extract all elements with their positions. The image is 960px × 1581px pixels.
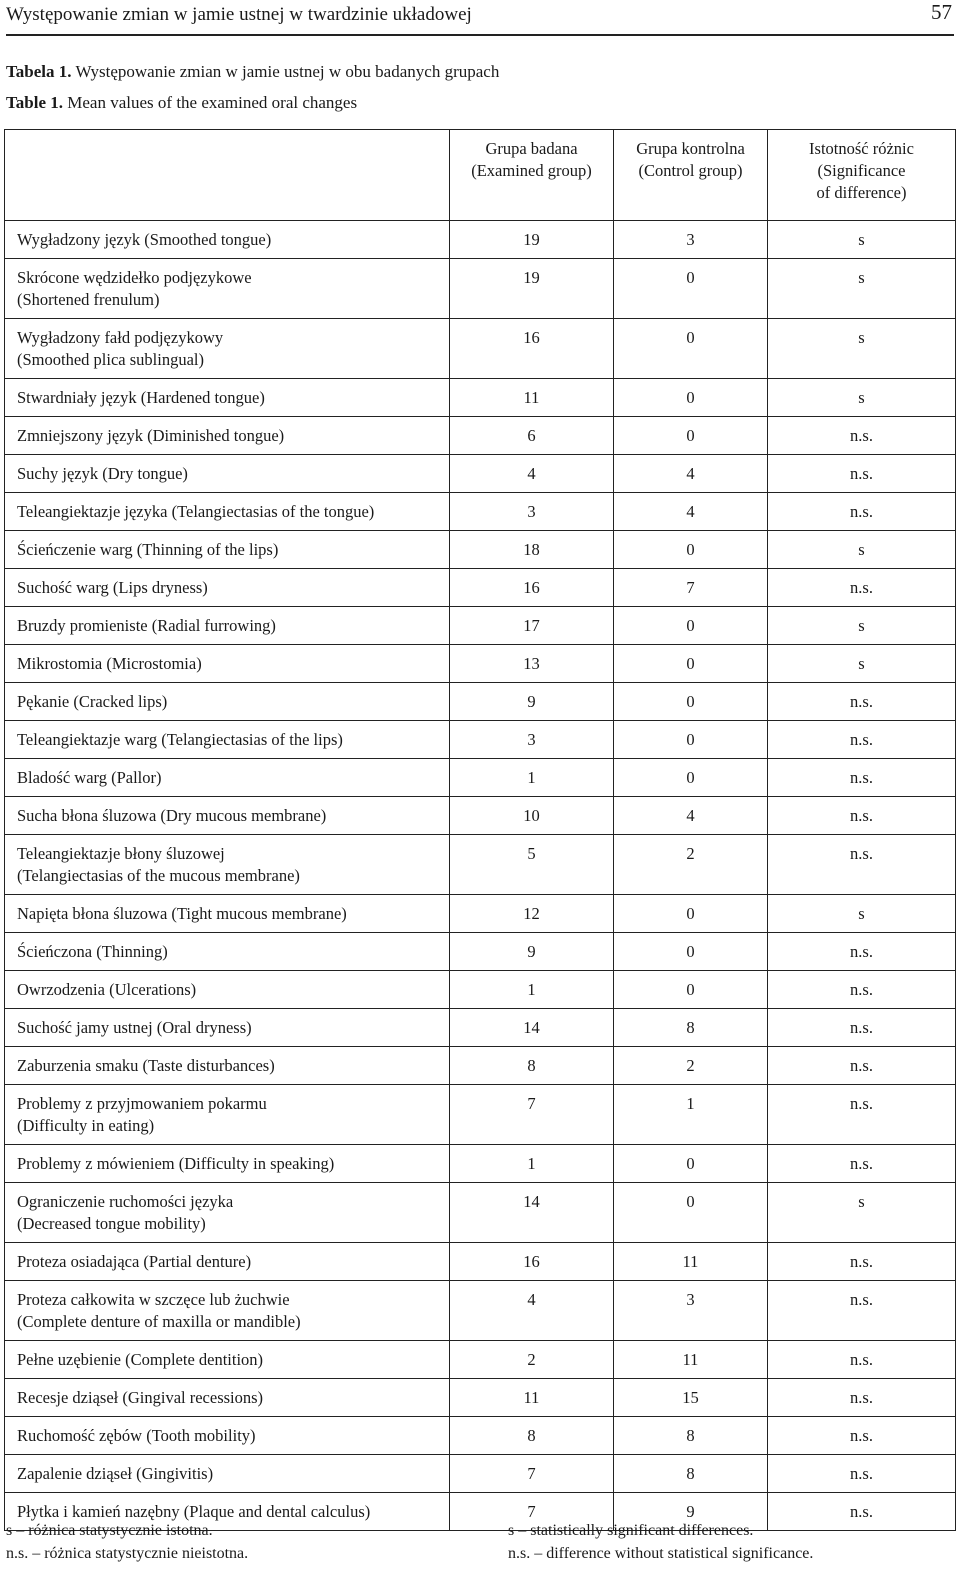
row-label-cell xyxy=(5,1243,450,1281)
significance-cell: s xyxy=(768,607,956,645)
significance-cell: n.s. xyxy=(768,835,956,895)
examined-count-cell: 14 xyxy=(450,1183,614,1243)
examined-count-cell: 7 xyxy=(450,1493,614,1531)
control-count-cell: 0 xyxy=(614,1183,768,1243)
row-label: Pełne uzębienie (Complete dentition) xyxy=(17,1350,264,1369)
row-label-cell xyxy=(5,1281,450,1341)
significance-cell: s xyxy=(768,895,956,933)
row-label: Teleangiektazje języka (Telangiectasias of the tongue) xyxy=(17,502,375,521)
header-examined-group xyxy=(450,130,614,221)
table-caption-pl xyxy=(6,62,499,82)
table-row xyxy=(5,221,956,259)
control-count-cell: 8 xyxy=(614,1455,768,1493)
running-title: Występowanie zmian w jamie ustnej w twardzinie układowej xyxy=(6,4,472,25)
footnotes-pl xyxy=(6,1519,248,1565)
table-body xyxy=(5,221,956,1531)
control-count-cell: 4 xyxy=(614,455,768,493)
significance-cell: s xyxy=(768,221,956,259)
control-count-cell: 15 xyxy=(614,1379,768,1417)
footnote-ns-pl: n.s. – różnica statystycznie nieistotna. xyxy=(6,1545,249,1562)
row-label-cell xyxy=(5,319,450,379)
row-label: (Telangiectasias of the mucous membrane) xyxy=(17,866,300,885)
significance-cell: s xyxy=(768,1183,956,1243)
table-row xyxy=(5,417,956,455)
row-label-cell xyxy=(5,971,450,1009)
row-label-cell xyxy=(5,259,450,319)
row-label-cell xyxy=(5,759,450,797)
significance-cell: n.s. xyxy=(768,1455,956,1493)
examined-count-cell: 12 xyxy=(450,895,614,933)
row-label: Proteza całkowita w szczęce lub żuchwie xyxy=(17,1290,290,1309)
control-count-cell: 0 xyxy=(614,721,768,759)
table-row xyxy=(5,1243,956,1281)
table-caption-en xyxy=(6,93,357,113)
significance-cell: n.s. xyxy=(768,1281,956,1341)
row-label-cell xyxy=(5,645,450,683)
table-row xyxy=(5,1281,956,1341)
control-count-cell: 0 xyxy=(614,645,768,683)
examined-count-cell: 11 xyxy=(450,379,614,417)
significance-cell: n.s. xyxy=(768,493,956,531)
row-label: Proteza osiadająca (Partial denture) xyxy=(17,1252,252,1271)
significance-cell: n.s. xyxy=(768,1009,956,1047)
control-count-cell: 4 xyxy=(614,493,768,531)
control-count-cell: 1 xyxy=(614,1085,768,1145)
examined-count-cell: 18 xyxy=(450,531,614,569)
significance-cell: n.s. xyxy=(768,683,956,721)
examined-count-cell: 16 xyxy=(450,569,614,607)
control-count-cell: 3 xyxy=(614,1281,768,1341)
control-count-cell: 0 xyxy=(614,895,768,933)
examined-count-cell: 2 xyxy=(450,1341,614,1379)
row-label-cell xyxy=(5,1047,450,1085)
caption-label-en: Table 1. xyxy=(6,93,64,112)
significance-cell: s xyxy=(768,319,956,379)
row-label: (Difficulty in eating) xyxy=(17,1116,155,1135)
row-label: (Shortened frenulum) xyxy=(17,290,160,309)
row-label: Wygładzony język (Smoothed tongue) xyxy=(17,230,272,249)
significance-cell: n.s. xyxy=(768,759,956,797)
examined-count-cell: 10 xyxy=(450,797,614,835)
row-label: Teleangiektazje warg (Telangiectasias of the lips) xyxy=(17,730,343,749)
row-label: Bladość warg (Pallor) xyxy=(17,768,162,787)
header-control-line: Grupa kontrolna xyxy=(636,139,745,158)
examined-count-cell: 11 xyxy=(450,1379,614,1417)
table-row xyxy=(5,1417,956,1455)
table-row xyxy=(5,1341,956,1379)
table-row xyxy=(5,1455,956,1493)
caption-label-pl: Tabela 1. xyxy=(6,62,72,81)
significance-cell: n.s. xyxy=(768,569,956,607)
table-row xyxy=(5,933,956,971)
control-count-cell: 8 xyxy=(614,1417,768,1455)
control-count-cell: 0 xyxy=(614,319,768,379)
row-label: Owrzodzenia (Ulcerations) xyxy=(17,980,197,999)
row-label: Problemy z mówieniem (Difficulty in speaking) xyxy=(17,1154,335,1173)
header-significance-line: (Significance xyxy=(817,161,906,180)
significance-cell: n.s. xyxy=(768,1243,956,1281)
row-label: Zaburzenia smaku (Taste disturbances) xyxy=(17,1056,275,1075)
examined-count-cell: 8 xyxy=(450,1047,614,1085)
row-label: Suchość warg (Lips dryness) xyxy=(17,578,208,597)
table-row xyxy=(5,683,956,721)
row-label: (Smoothed plica sublingual) xyxy=(17,350,204,369)
row-label: Płytka i kamień nazębny (Plaque and dental calculus) xyxy=(17,1502,371,1521)
row-label: Zapalenie dziąseł (Gingivitis) xyxy=(17,1464,214,1483)
row-label: Problemy z przyjmowaniem pokarmu xyxy=(17,1094,267,1113)
row-label: Recesje dziąseł (Gingival recessions) xyxy=(17,1388,264,1407)
row-label-cell xyxy=(5,417,450,455)
table-row xyxy=(5,493,956,531)
control-count-cell: 0 xyxy=(614,259,768,319)
row-label: Pękanie (Cracked lips) xyxy=(17,692,168,711)
header-examined-line: Grupa badana xyxy=(485,139,578,158)
table-row xyxy=(5,319,956,379)
row-label: Suchość jamy ustnej (Oral dryness) xyxy=(17,1018,252,1037)
table-row xyxy=(5,455,956,493)
significance-cell: n.s. xyxy=(768,971,956,1009)
control-count-cell: 7 xyxy=(614,569,768,607)
row-label-cell xyxy=(5,221,450,259)
significance-cell: n.s. xyxy=(768,1417,956,1455)
significance-cell: s xyxy=(768,531,956,569)
examined-count-cell: 1 xyxy=(450,971,614,1009)
row-label-cell xyxy=(5,797,450,835)
row-label: Ścieńczona (Thinning) xyxy=(17,942,168,961)
header-control-line: (Control group) xyxy=(638,161,743,180)
footnote-ns-en: n.s. – difference without statistical significance. xyxy=(508,1545,814,1562)
significance-cell: n.s. xyxy=(768,1145,956,1183)
significance-cell: n.s. xyxy=(768,1047,956,1085)
header-examined-line: (Examined group) xyxy=(471,161,592,180)
row-label-cell xyxy=(5,607,450,645)
significance-cell: n.s. xyxy=(768,1379,956,1417)
significance-cell: n.s. xyxy=(768,797,956,835)
table-row xyxy=(5,531,956,569)
row-label: Bruzdy promieniste (Radial furrowing) xyxy=(17,616,276,635)
row-label-cell xyxy=(5,1417,450,1455)
examined-count-cell: 13 xyxy=(450,645,614,683)
row-label: Ścieńczenie warg (Thinning of the lips) xyxy=(17,540,279,559)
examined-count-cell: 7 xyxy=(450,1085,614,1145)
row-label-cell xyxy=(5,835,450,895)
control-count-cell: 0 xyxy=(614,971,768,1009)
table-row xyxy=(5,759,956,797)
examined-count-cell: 9 xyxy=(450,933,614,971)
table-row xyxy=(5,645,956,683)
control-count-cell: 4 xyxy=(614,797,768,835)
examined-count-cell: 4 xyxy=(450,455,614,493)
table-row xyxy=(5,259,956,319)
row-label-cell xyxy=(5,569,450,607)
header-significance-line: Istotność różnic xyxy=(809,139,914,158)
significance-cell: s xyxy=(768,259,956,319)
significance-cell: n.s. xyxy=(768,455,956,493)
caption-text-en: Mean values of the examined oral changes xyxy=(67,93,358,112)
row-label-cell xyxy=(5,531,450,569)
oral-changes-table xyxy=(4,129,956,1531)
table-row xyxy=(5,1379,956,1417)
row-label-cell xyxy=(5,933,450,971)
row-label: Sucha błona śluzowa (Dry mucous membrane) xyxy=(17,806,327,825)
table-row xyxy=(5,797,956,835)
examined-count-cell: 19 xyxy=(450,259,614,319)
table-row xyxy=(5,1047,956,1085)
examined-count-cell: 16 xyxy=(450,319,614,379)
table-header-row xyxy=(5,130,956,221)
row-label-cell xyxy=(5,721,450,759)
examined-count-cell: 3 xyxy=(450,721,614,759)
examined-count-cell: 6 xyxy=(450,417,614,455)
significance-cell: n.s. xyxy=(768,417,956,455)
table-row xyxy=(5,1145,956,1183)
row-label: Mikrostomia (Microstomia) xyxy=(17,654,202,673)
row-label-cell xyxy=(5,493,450,531)
examined-count-cell: 17 xyxy=(450,607,614,645)
examined-count-cell: 8 xyxy=(450,1417,614,1455)
row-label-cell xyxy=(5,1183,450,1243)
header-significance xyxy=(768,130,956,221)
caption-text-pl: Występowanie zmian w jamie ustnej w obu badanych grupach xyxy=(75,62,500,81)
row-label-cell xyxy=(5,1379,450,1417)
control-count-cell: 3 xyxy=(614,221,768,259)
row-label-cell xyxy=(5,895,450,933)
control-count-cell: 2 xyxy=(614,835,768,895)
table-row xyxy=(5,721,956,759)
row-label: Suchy język (Dry tongue) xyxy=(17,464,188,483)
table-row xyxy=(5,569,956,607)
examined-count-cell: 1 xyxy=(450,1145,614,1183)
row-label: Ruchomość zębów (Tooth mobility) xyxy=(17,1426,256,1445)
header-significance-line: of difference) xyxy=(816,183,907,202)
control-count-cell: 0 xyxy=(614,759,768,797)
row-label: Stwardniały język (Hardened tongue) xyxy=(17,388,265,407)
row-label-cell xyxy=(5,379,450,417)
table-row xyxy=(5,1009,956,1047)
row-label: (Complete denture of maxilla or mandible) xyxy=(17,1312,301,1331)
row-label-cell xyxy=(5,1009,450,1047)
control-count-cell: 0 xyxy=(614,417,768,455)
table-row xyxy=(5,1183,956,1243)
row-label-cell xyxy=(5,683,450,721)
control-count-cell: 0 xyxy=(614,531,768,569)
control-count-cell: 11 xyxy=(614,1243,768,1281)
significance-cell: n.s. xyxy=(768,1493,956,1531)
examined-count-cell: 14 xyxy=(450,1009,614,1047)
row-label: Ograniczenie ruchomości języka xyxy=(17,1192,234,1211)
control-count-cell: 11 xyxy=(614,1341,768,1379)
page-number: 57 xyxy=(931,0,952,24)
control-count-cell: 0 xyxy=(614,607,768,645)
header-control-group xyxy=(614,130,768,221)
row-label-cell xyxy=(5,1085,450,1145)
footnotes-en xyxy=(508,1519,813,1565)
examined-count-cell: 4 xyxy=(450,1281,614,1341)
table-row xyxy=(5,607,956,645)
header-empty xyxy=(5,130,450,221)
row-label: Wygładzony fałd podjęzykowy xyxy=(17,328,224,347)
row-label-cell xyxy=(5,1145,450,1183)
table-row xyxy=(5,835,956,895)
examined-count-cell: 1 xyxy=(450,759,614,797)
examined-count-cell: 19 xyxy=(450,221,614,259)
examined-count-cell: 16 xyxy=(450,1243,614,1281)
examined-count-cell: 9 xyxy=(450,683,614,721)
page-header xyxy=(6,0,954,36)
row-label: Teleangiektazje błony śluzowej xyxy=(17,844,225,863)
control-count-cell: 0 xyxy=(614,1145,768,1183)
examined-count-cell: 3 xyxy=(450,493,614,531)
significance-cell: n.s. xyxy=(768,1085,956,1145)
control-count-cell: 8 xyxy=(614,1009,768,1047)
significance-cell: n.s. xyxy=(768,933,956,971)
table-row xyxy=(5,379,956,417)
control-count-cell: 9 xyxy=(614,1493,768,1531)
significance-cell: s xyxy=(768,645,956,683)
row-label: Zmniejszony język (Diminished tongue) xyxy=(17,426,285,445)
examined-count-cell: 5 xyxy=(450,835,614,895)
examined-count-cell: 7 xyxy=(450,1455,614,1493)
significance-cell: n.s. xyxy=(768,1341,956,1379)
footnote-s-pl: s – różnica statystycznie istotna. xyxy=(6,1522,213,1539)
control-count-cell: 0 xyxy=(614,683,768,721)
significance-cell: s xyxy=(768,379,956,417)
table-row xyxy=(5,895,956,933)
footnote-s-en: s – statistically significant differences. xyxy=(508,1522,754,1539)
row-label-cell xyxy=(5,1455,450,1493)
row-label: (Decreased tongue mobility) xyxy=(17,1214,206,1233)
control-count-cell: 0 xyxy=(614,933,768,971)
significance-cell: n.s. xyxy=(768,721,956,759)
row-label-cell xyxy=(5,1341,450,1379)
control-count-cell: 2 xyxy=(614,1047,768,1085)
control-count-cell: 0 xyxy=(614,379,768,417)
row-label: Skrócone wędzidełko podjęzykowe xyxy=(17,268,252,287)
row-label-cell xyxy=(5,455,450,493)
table-row xyxy=(5,971,956,1009)
row-label: Napięta błona śluzowa (Tight mucous membrane) xyxy=(17,904,347,923)
table-row xyxy=(5,1085,956,1145)
